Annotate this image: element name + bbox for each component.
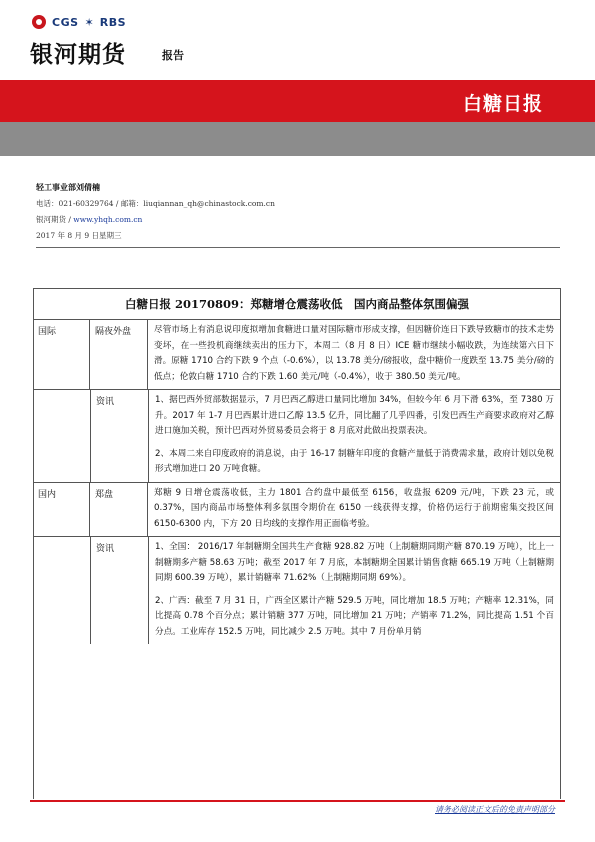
category-cell-blank [34, 537, 91, 644]
table-row [34, 537, 560, 644]
paragraph: 郑糖 9 日增仓震荡收低，主力 1801 合约盘中最低至 6156，收盘报 6209 元/吨，下跌 23 元，或 0.37%，国内商品市场整体利多氛围令期价在 6150 一线获得支撑，价格仍运行于前期密集交投区间 6150-6300 内，下方 20 日均线的支撑作用正面临考验。 [154, 487, 554, 529]
content-cell [148, 320, 560, 389]
cgs-logo-icon [32, 15, 46, 29]
website-label: 银河期货 / [36, 215, 74, 224]
paragraph: 尽管市场上有消息说印度拟增加食糖进口量对国际糖市形成支撑，但因糖价连日下跌导致糖市的技术走势变坏，在一些投机商继续卖出的压力下，本周二（8 月 8 日）ICE 糖市继续小幅收跌，为连续第六日下滑。原糖 1710 合约下跌 9 个点（-0.6%），以 13.78 美分/磅报收，盘中糖价一度跌至 13.75 美分/磅的低点；伦敦白糖 1710 合约下跌 1.60 美元/吨（-0.4%），收于 380.50 美元/吨。 [154, 325, 554, 382]
banner-underlay [0, 122, 595, 156]
category-cell: 国内 [34, 483, 90, 537]
website-link[interactable]: www.yhqh.com.cn [73, 215, 143, 224]
page-footer [0, 792, 595, 842]
title-banner [0, 80, 595, 122]
table-row [34, 390, 560, 483]
cgs-wordmark: CGS [52, 15, 79, 29]
subcategory-cell: 隔夜外盘 [90, 320, 148, 389]
rbs-wordmark: RBS [99, 15, 127, 29]
category-cell: 国际 [34, 320, 90, 389]
footer-divider [30, 800, 565, 802]
author-name: 轻工事业部刘倩楠 [36, 183, 100, 192]
rbs-logo-icon: ✶ [84, 15, 94, 29]
report-table [33, 288, 561, 799]
logo-row [32, 14, 126, 30]
company-name: 银河期货 [30, 41, 126, 68]
report-date: 2017 年 8 月 9 日星期三 [36, 231, 122, 240]
report-label: 报告 [162, 49, 184, 62]
banner-title: 白糖日报 [462, 93, 543, 115]
content-cell [149, 390, 560, 482]
category-cell-blank [34, 390, 91, 482]
subcategory-cell: 郑盘 [90, 483, 148, 537]
paragraph: 2、广西：截至 7 月 31 日，广西全区累计产糖 529.5 万吨，同比增加 18.5 万吨；产糖率 12.31%，同比提高 0.78 个百分点；累计销糖 377 万吨，同比增加 21 万吨；产销率 71.2%，同比提高 1.51 个百分点。工业库存 152.5 万吨，同比减少 2.5 万吨。其中 7 月份单月销 [155, 595, 554, 637]
table-row [34, 483, 560, 538]
content-cell [148, 483, 560, 537]
website-line [36, 214, 142, 225]
paragraph: 1、全国： 2016/17 年制糖期全国共生产食糖 928.82 万吨（上制糖期同期产糖 870.19 万吨），比上一制糖期多产糖 58.63 万吨；截至 2017 年 7 月底，本制糖期全国累计销售食糖 665.19 万吨（上制糖期同期 600.39 万吨），累计销糖率 71.62%（上制糖期同期 69%）。 [155, 542, 554, 583]
table-row [34, 320, 560, 390]
paragraph: 2、本周二来自印度政府的消息说，由于 16-17 制糖年印度的食糖产量低于消费需求量，政府计划以免税形式增加进口 20 万吨食糖。 [155, 448, 554, 474]
report-title: 白糖日报 20170809：郑糖增仓震荡收低 国内商品整体氛围偏强 [34, 289, 560, 320]
paragraph: 1、据巴西外贸部数据显示，7 月巴西乙醇进口量同比增加 34%，但较今年 6 月下滑 63%，至 7380 万升。2017 年 1-7 月巴西累计进口乙醇 13.5 亿升，同比翻了几乎四番，引发巴西生产商要求政府对乙醇进口施加关税，预计巴西对外贸易委员会将于 8 月底对此做出投票表决。 [155, 395, 554, 436]
subcategory-cell: 资讯 [91, 537, 149, 644]
disclaimer-note: 请务必阅读正文后的免责声明部分 [435, 805, 555, 814]
header-divider [36, 247, 560, 248]
contact-info: 电话：021-60329764 / 邮箱：liuqiannan_qh@chinastock.com.cn [36, 199, 275, 208]
subcategory-cell: 资讯 [91, 390, 149, 482]
content-cell [149, 537, 560, 644]
